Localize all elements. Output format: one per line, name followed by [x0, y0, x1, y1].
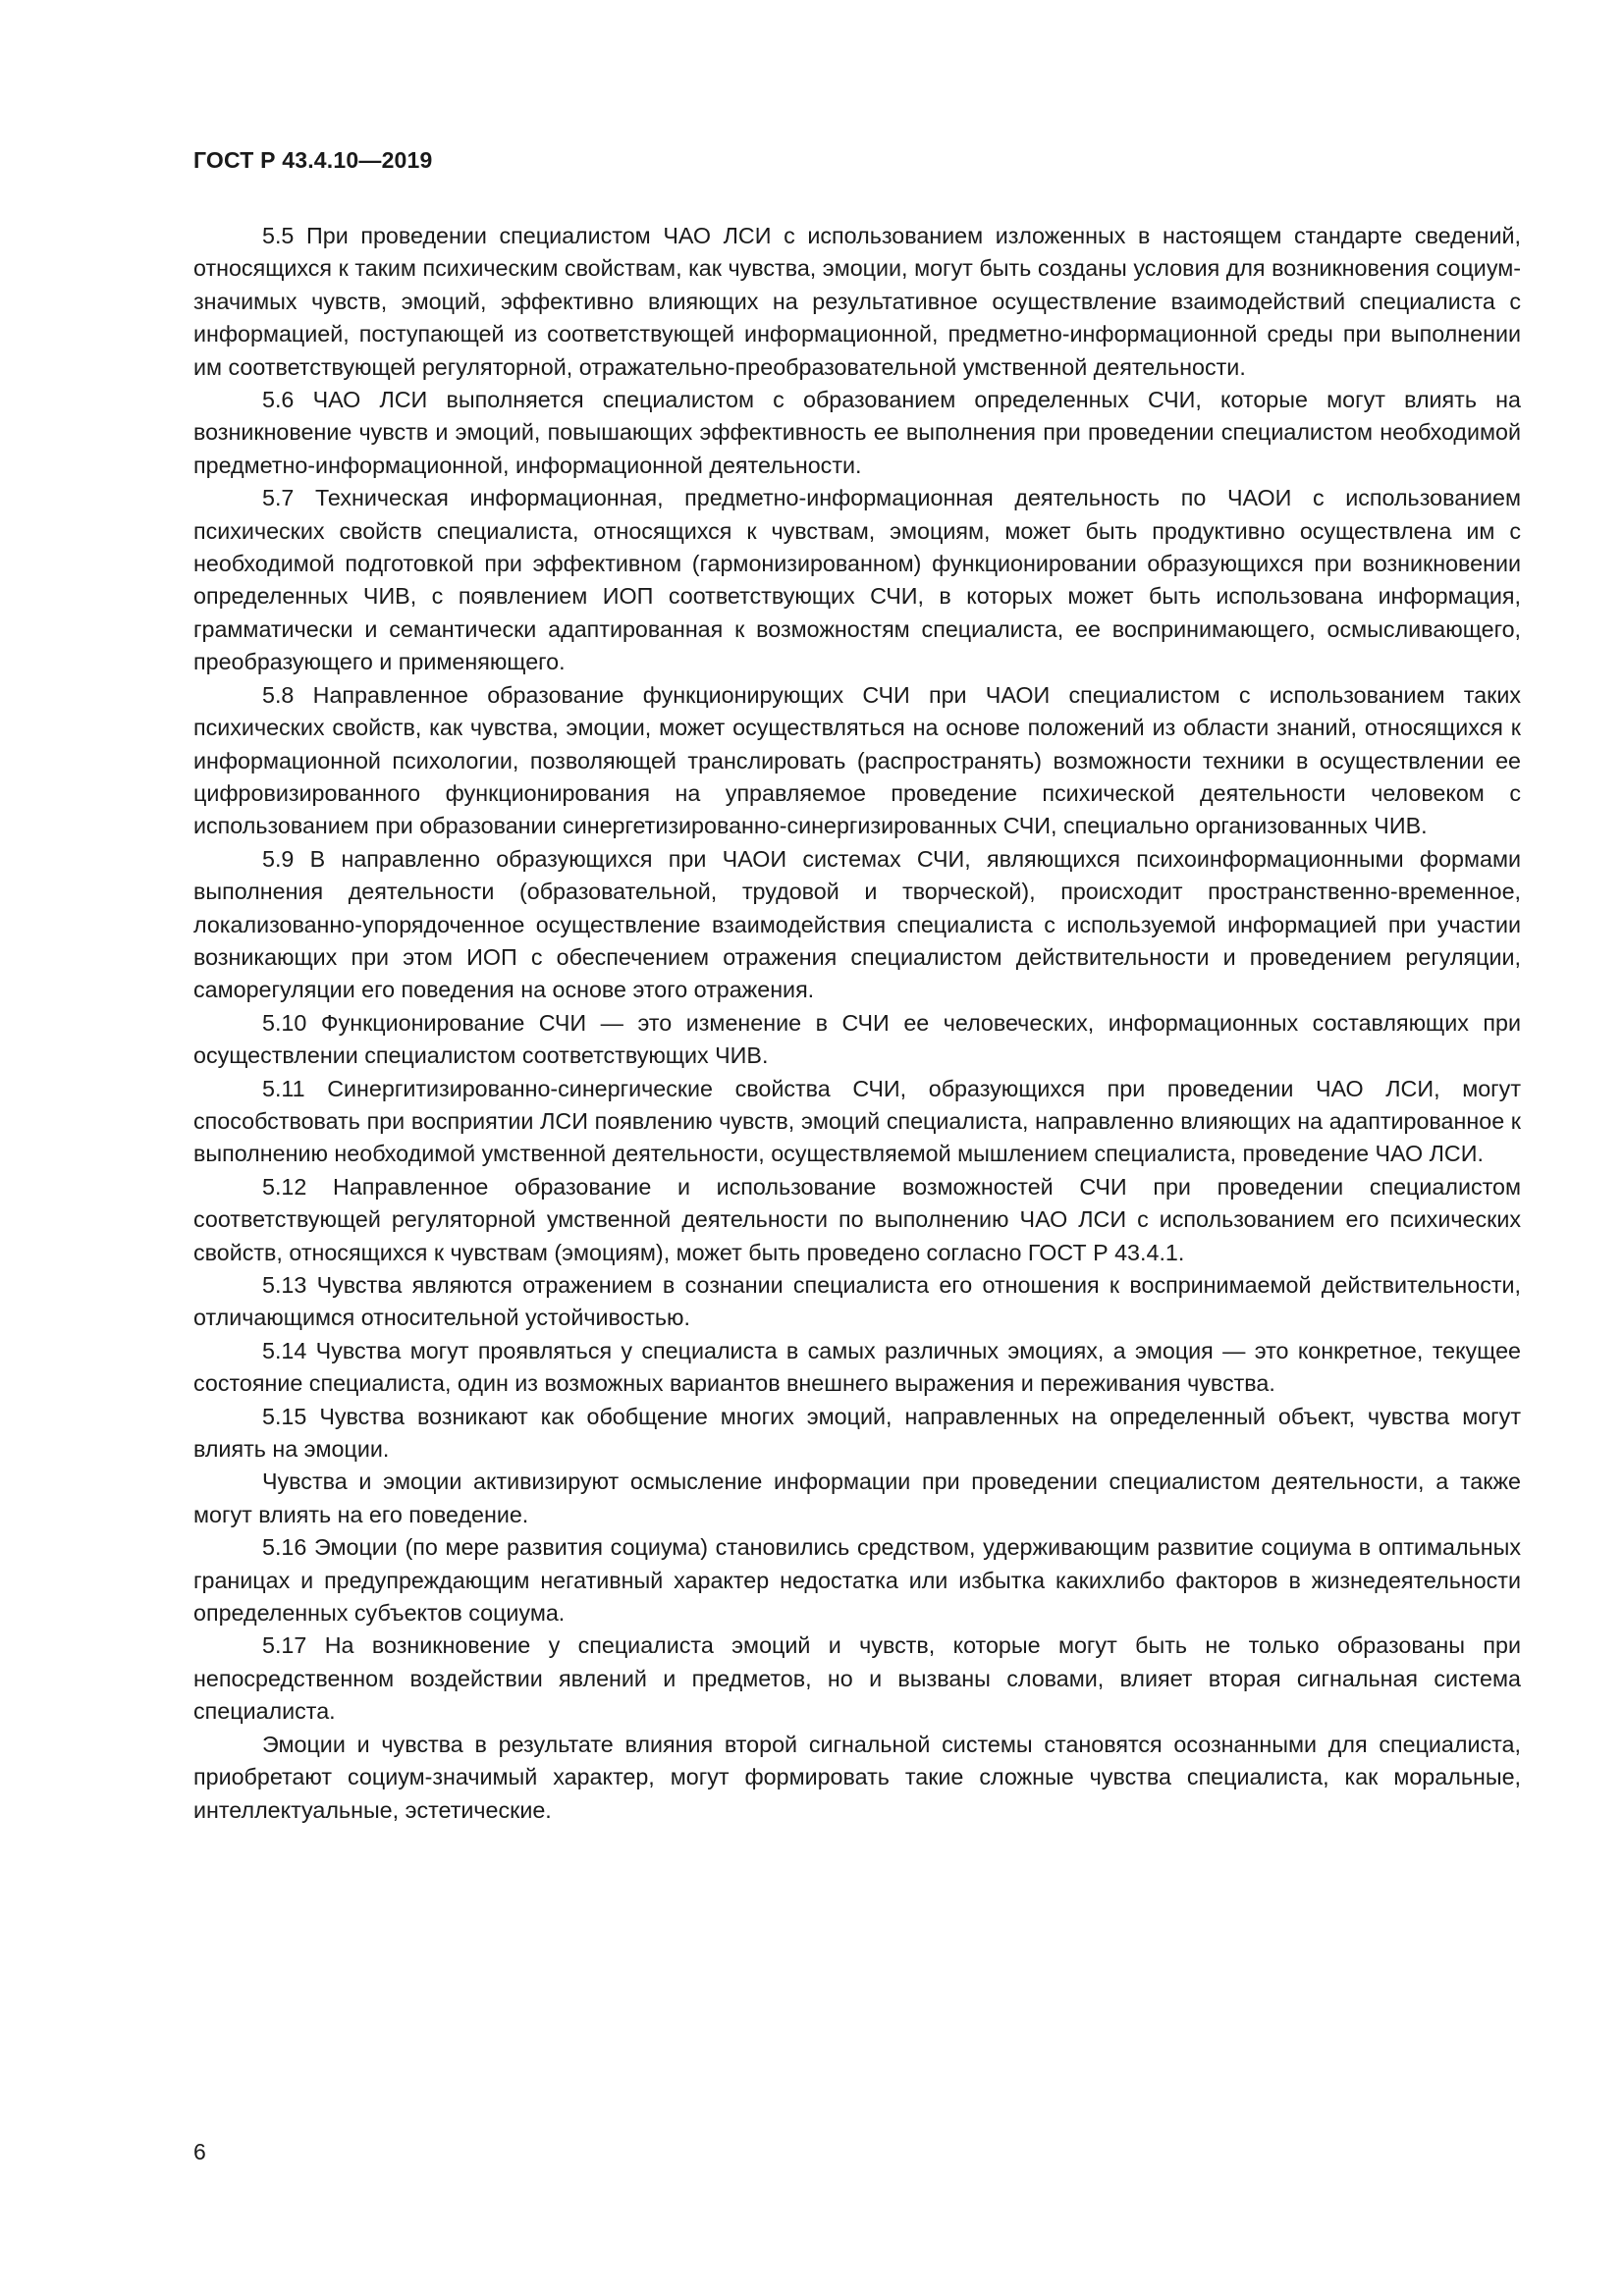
- paragraph-5-8: 5.8 Направленное образование функционирующих СЧИ при ЧАОИ специалистом с использованием таких психических свойств, как чувства, эмоции, может осуществляться на основе положений из области знаний, относящихся к информационной психологии, позволяющей транслировать (распространять) возможности техники в осуществлении ее цифровизированного функционирования на управляемое проведение психической деятельности человеком с использованием при образовании синергетизированно-синергизированных СЧИ, специально организованных ЧИВ.: [193, 681, 1521, 839]
- paragraph-5-5: 5.5 При проведении специалистом ЧАО ЛСИ с использованием изложенных в настоящем стандарте сведений, относящихся к таким психическим свойствам, как чувства, эмоции, могут быть созданы условия для возникновения социум-значимых чувств, эмоций, эффективно влияющих на результативное осуществление взаимодействий специалиста с информацией, поступающей из соответствующей информационной, предметно-информационной среды при выполнении им соответствующей регуляторной, отражательно-преобразовательной умственной деятельности.: [193, 223, 1521, 380]
- page-number: 6: [193, 2139, 206, 2164]
- paragraph-5-15-continued: Чувства и эмоции активизируют осмысление информации при проведении специалистом деятельности, а также могут влиять на его поведение.: [193, 1468, 1521, 1527]
- paragraph-5-12: 5.12 Направленное образование и использование возможностей СЧИ при проведении специалистом соответствующей регуляторной умственной деятельности по выполнению ЧАО ЛСИ с использованием его психических свойств, относящихся к чувствам (эмоциям), может быть проведено согласно ГОСТ Р 43.4.1.: [193, 1173, 1521, 1265]
- paragraph-5-6: 5.6 ЧАО ЛСИ выполняется специалистом с образованием определенных СЧИ, которые могут влиять на возникновение чувств и эмоций, повышающих эффективность ее выполнения при проведении специалистом необходимой предметно-информационной, информационной деятельности.: [193, 387, 1521, 478]
- paragraph-5-7: 5.7 Техническая информационная, предметно-информационная деятельность по ЧАОИ с использованием психических свойств специалиста, относящихся к чувствам, эмоциям, может быть продуктивно осуществлена им с необходимой подготовкой при эффективном (гармонизированном) функционировании образующихся при возникновении определенных ЧИВ, с появлением ИОП соответствующих СЧИ, в которых может быть использована информация, грамматически и семантически адаптированная к возможностям специалиста, ее воспринимающего, осмысливающего, преобразующего и применяющего.: [193, 485, 1521, 675]
- paragraph-5-13: 5.13 Чувства являются отражением в сознании специалиста его отношения к воспринимаемой действительности, отличающимся относительной устойчивостью.: [193, 1272, 1521, 1331]
- paragraph-5-11: 5.11 Синергитизированно-синергические свойства СЧИ, образующихся при проведении ЧАО ЛСИ, могут способствовать при восприятии ЛСИ появлению чувств, эмоций специалиста, направленно влияющих на адаптированное к выполнению необходимой умственной деятельности, осуществляемой мышлением специалиста, проведение ЧАО ЛСИ.: [193, 1075, 1521, 1167]
- document-body: [193, 220, 1521, 1827]
- paragraph-5-14: 5.14 Чувства могут проявляться у специалиста в самых различных эмоциях, а эмоция — это конкретное, текущее состояние специалиста, один из возможных вариантов внешнего выражения и переживания чувства.: [193, 1337, 1521, 1397]
- paragraph-5-15: 5.15 Чувства возникают как обобщение многих эмоций, направленных на определенный объект, чувства могут влиять на эмоции.: [193, 1403, 1521, 1463]
- paragraph-5-16: 5.16 Эмоции (по мере развития социума) становились средством, удерживающим развитие социума в оптимальных границах и предупреждающим негативный характер недостатка или избытка какихлибо факторов в жизнедеятельности определенных субъектов социума.: [193, 1534, 1521, 1627]
- paragraph-5-10: 5.10 Функционирование СЧИ — это изменение в СЧИ ее человеческих, информационных составляющих при осуществлении специалистом соответствующих ЧИВ.: [193, 1009, 1521, 1069]
- standard-code-header: ГОСТ Р 43.4.10—2019: [193, 147, 433, 173]
- paragraph-5-17: 5.17 На возникновение у специалиста эмоций и чувств, которые могут быть не только образованы при непосредственном воздействии явлений и предметов, но и вызваны словами, влияет вторая сигнальная система специалиста.: [193, 1632, 1521, 1725]
- paragraph-5-17-continued: Эмоции и чувства в результате влияния второй сигнальной системы становятся осознанными для специалиста, приобретают социум-значимый характер, могут формировать такие сложные чувства специалиста, как моральные, интеллектуальные, эстетические.: [193, 1731, 1521, 1823]
- paragraph-5-9: 5.9 В направленно образующихся при ЧАОИ системах СЧИ, являющихся психоинформационными формами выполнения деятельности (образовательной, трудовой и творческой), происходит пространственно-временное, локализованно-упорядоченное осуществление взаимодействия специалиста с используемой информацией при участии возникающих при этом ИОП с обеспечением отражения специалистом действительности и проведением регуляции, саморегуляции его поведения на основе этого отражения.: [193, 845, 1521, 1003]
